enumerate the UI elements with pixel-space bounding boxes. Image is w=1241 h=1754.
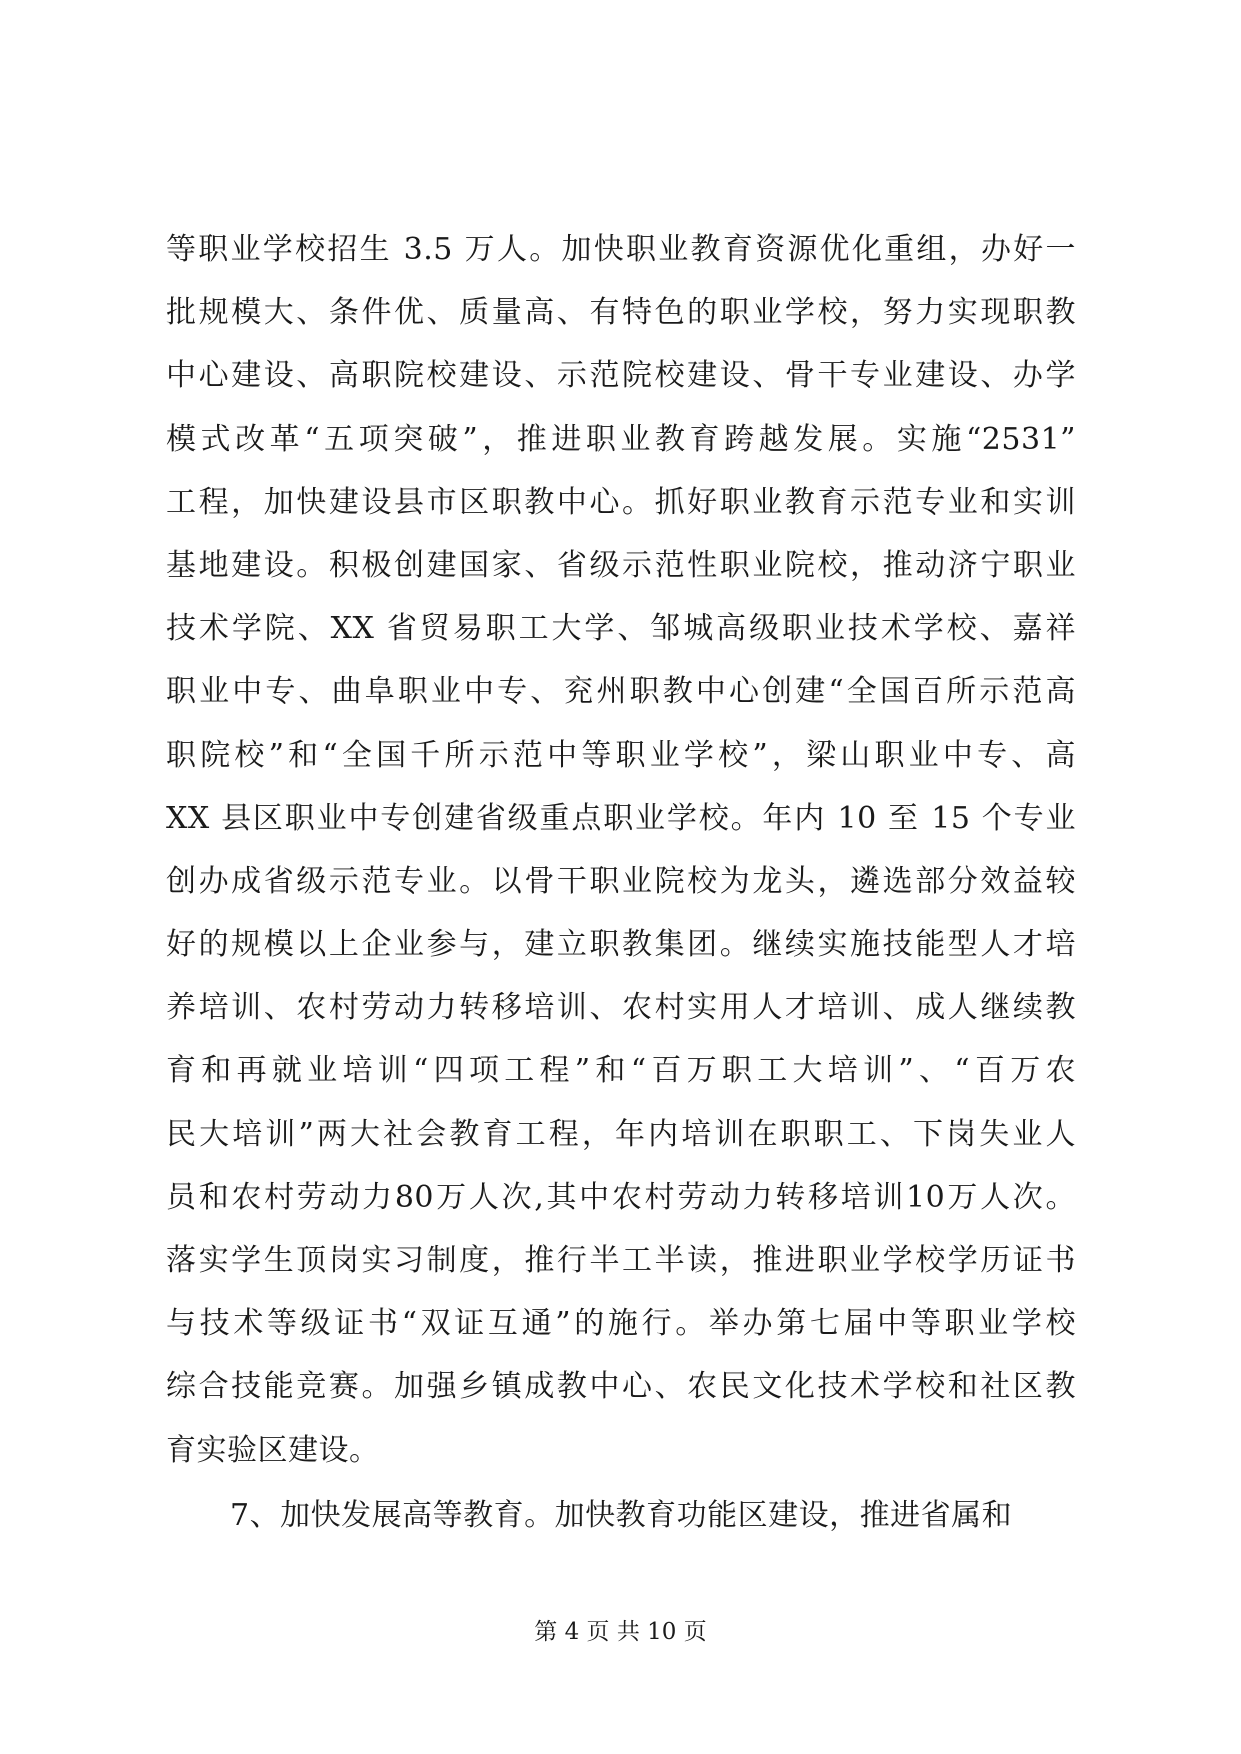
text-line: 育实验区建设。	[166, 1432, 380, 1468]
body-text	[166, 218, 1076, 1547]
text-line: 批规模大、条件优、质量高、有特色的职业学校，努力实现职教	[166, 295, 1076, 331]
text-line: 创办成省级示范专业。以骨干职业院校为龙头，遴选部分效益较	[166, 863, 1076, 899]
text-line: 模式改革“五项突破”，推进职业教育跨越发展。实施“2531”	[166, 421, 1076, 457]
text-line: 育和再就业培训“四项工程”和“百万职工大培训”、“百万农	[166, 1053, 1076, 1089]
text-line: 中心建设、高职院校建设、示范院校建设、骨干专业建设、办学	[166, 358, 1076, 394]
section-heading-line: 7、加快发展高等教育。加快教育功能区建设，推进省属和	[230, 1497, 1013, 1533]
text-line: 综合技能竞赛。加强乡镇成教中心、农民文化技术学校和社区教	[166, 1369, 1076, 1405]
text-line: 养培训、农村劳动力转移培训、农村实用人才培训、成人继续教	[166, 990, 1076, 1026]
text-line: 工程，加快建设县市区职教中心。抓好职业教育示范专业和实训	[166, 484, 1076, 520]
text-line: 落实学生顶岗实习制度，推行半工半读，推进职业学校学历证书	[166, 1243, 1076, 1278]
text-line: 技术学院、XX 省贸易职工大学、邹城高级职业技术学校、嘉祥	[166, 611, 1076, 647]
text-line: 好的规模以上企业参与，建立职教集团。继续实施技能型人才培	[166, 927, 1076, 963]
text-line: 等职业学校招生 3.5 万人。加快职业教育资源优化重组，办好一	[166, 232, 1076, 267]
text-line: 职业中专、曲阜职业中专、兖州职教中心创建“全国百所示范高	[166, 674, 1076, 710]
text-line: 与技术等级证书“双证互通”的施行。举办第七届中等职业学校	[166, 1306, 1076, 1342]
text-line: 职院校”和“全国千所示范中等职业学校”，梁山职业中专、高	[166, 737, 1076, 773]
page-number-footer: 第 4 页 共 10 页	[534, 1619, 707, 1645]
text-line: 员和农村劳动力80万人次,其中农村劳动力转移培训10万人次。	[166, 1179, 1076, 1215]
text-line: XX 县区职业中专创建省级重点职业学校。年内 10 至 15 个专业	[166, 800, 1076, 836]
text-line: 民大培训”两大社会教育工程，年内培训在职职工、下岗失业人	[166, 1116, 1076, 1152]
text-line: 基地建设。积极创建国家、省级示范性职业院校，推动济宁职业	[166, 547, 1076, 583]
